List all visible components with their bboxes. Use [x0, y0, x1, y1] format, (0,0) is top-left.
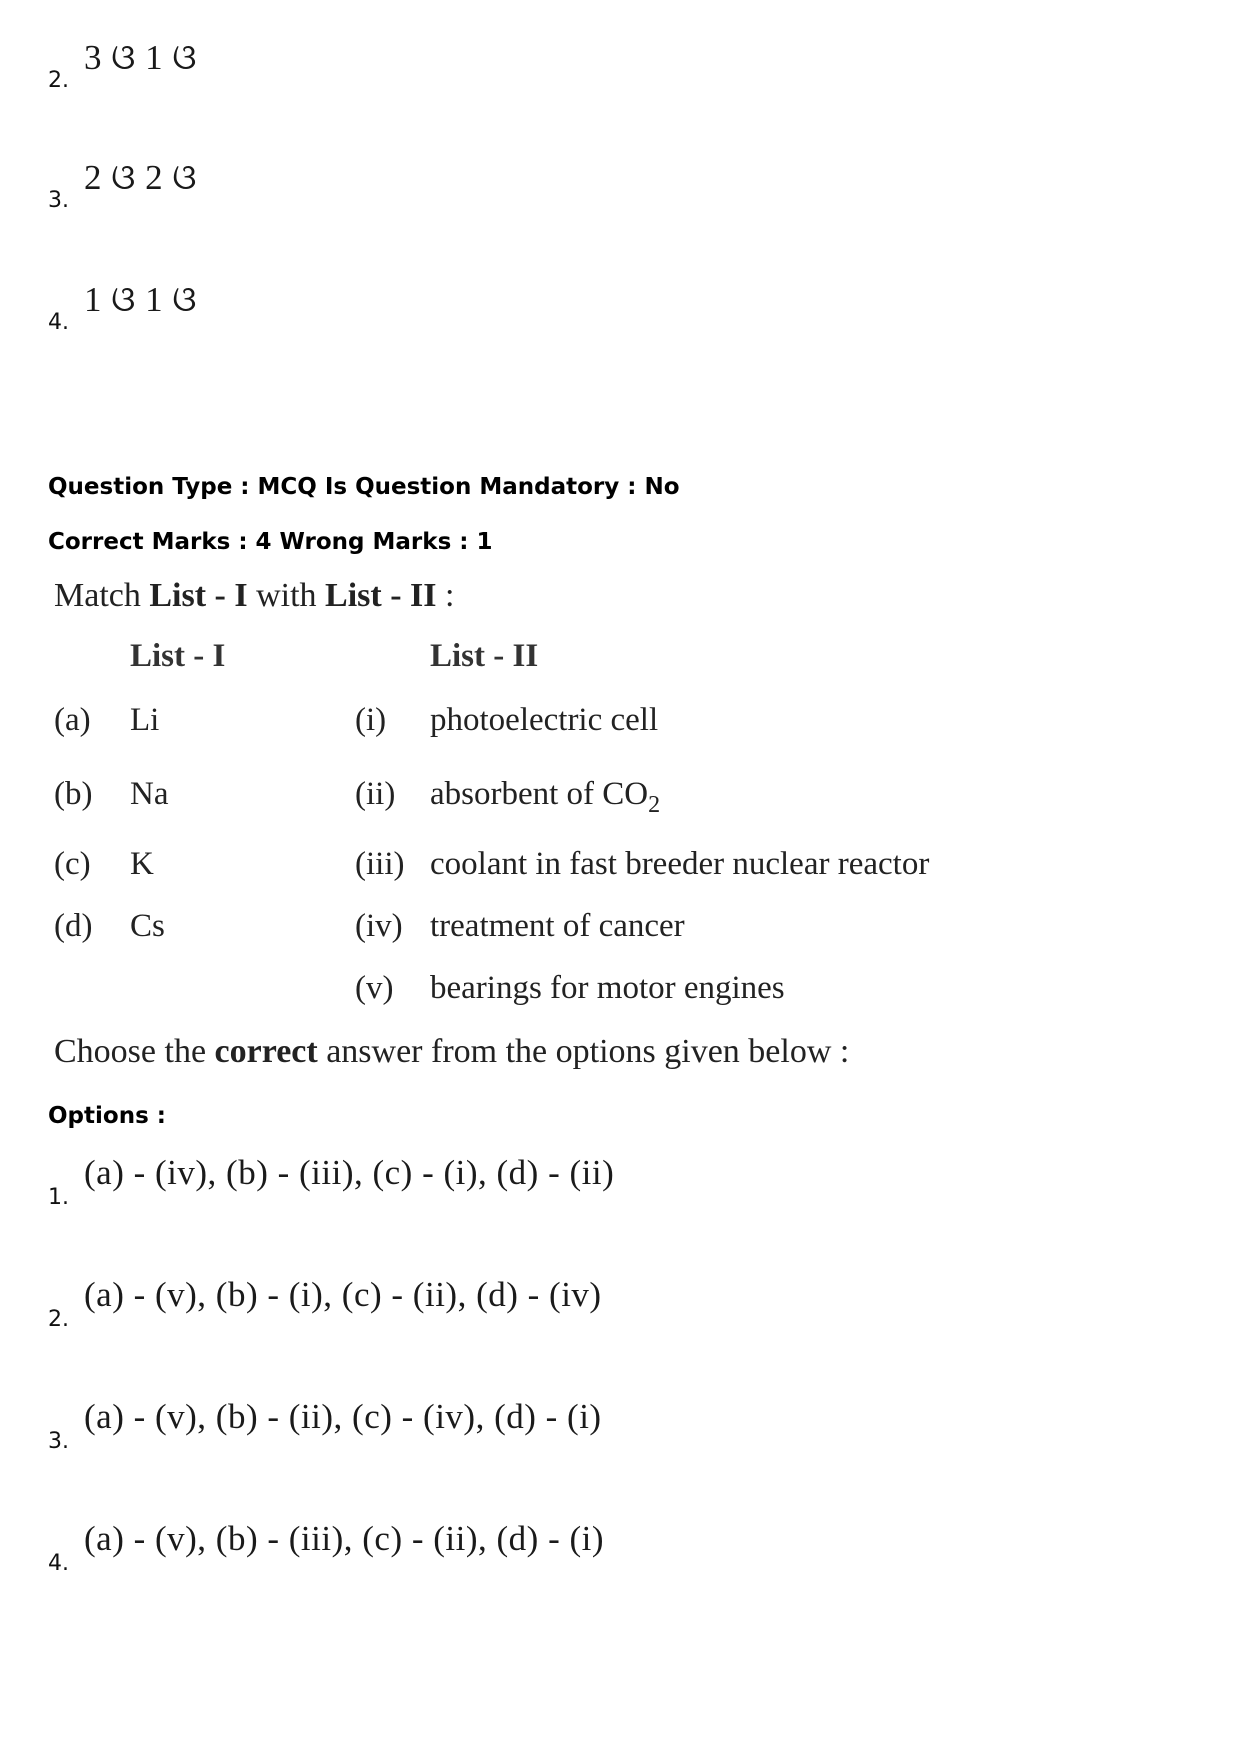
row-roman: (iv) [355, 908, 403, 944]
row-letter: (a) [54, 702, 91, 738]
row-roman: (i) [355, 702, 387, 738]
row-item: Na [130, 776, 169, 812]
choose-instruction [54, 1033, 849, 1071]
row-letter: (c) [54, 846, 91, 882]
choose-text: answer from the options given below : [317, 1033, 850, 1070]
list1-header: List - I [130, 638, 226, 674]
option-number: 4. [48, 310, 69, 335]
row-letter: (b) [54, 776, 93, 812]
row-roman: (ii) [355, 776, 396, 812]
option-text: (a) - (v), (b) - (i), (c) - (ii), (d) - (iv) [84, 1275, 602, 1314]
option-text: (a) - (iv), (b) - (iii), (c) - (i), (d) - (ii) [84, 1153, 615, 1192]
option-text: (a) - (v), (b) - (ii), (c) - (iv), (d) - (i) [84, 1397, 602, 1436]
option-number: 2. [48, 68, 69, 93]
desc-text: absorbent of CO [430, 776, 649, 812]
row-desc [430, 776, 660, 819]
row-roman: (iii) [355, 846, 405, 882]
option-text: 2 ଓ 2 ଓ [84, 158, 197, 197]
row-desc [430, 702, 658, 745]
marks-line: Correct Marks : 4 Wrong Marks : 1 [48, 529, 493, 555]
option-number: 1. [48, 1185, 69, 1210]
question-type-line: Question Type : MCQ Is Question Mandatory : No [48, 474, 680, 500]
desc-text: coolant in fast breeder nuclear reactor [430, 846, 930, 882]
option-text: (a) - (v), (b) - (iii), (c) - (ii), (d) - (i) [84, 1519, 605, 1558]
desc-sub: 2 [648, 792, 661, 818]
option-text: 1 ଓ 1 ଓ [84, 280, 197, 319]
prompt-text: : [436, 577, 455, 614]
choose-bold: correct [214, 1033, 318, 1070]
option-number: 3. [48, 188, 69, 213]
row-roman: (v) [355, 970, 394, 1006]
option-number: 3. [48, 1429, 69, 1454]
row-item: Cs [130, 908, 165, 944]
prompt-text: Match [54, 577, 150, 614]
option-number: 4. [48, 1551, 69, 1576]
prompt-text: with [247, 577, 326, 614]
option-number: 2. [48, 1307, 69, 1332]
row-letter: (d) [54, 908, 93, 944]
option-text: 3 ଓ 1 ଓ [84, 38, 197, 77]
list2-header: List - II [430, 638, 539, 674]
row-desc [430, 908, 685, 951]
prompt-list2: List - II [325, 577, 437, 614]
desc-text: treatment of cancer [430, 908, 685, 944]
desc-text: photoelectric cell [430, 702, 659, 738]
question-prompt [54, 577, 454, 615]
row-desc [430, 970, 785, 1013]
choose-text: Choose the [54, 1033, 215, 1070]
desc-text: bearings for motor engines [430, 970, 785, 1006]
row-desc [430, 846, 929, 889]
prompt-list1: List - I [149, 577, 248, 614]
row-item: K [130, 846, 154, 882]
options-label: Options : [48, 1103, 166, 1129]
row-item: Li [130, 702, 160, 738]
